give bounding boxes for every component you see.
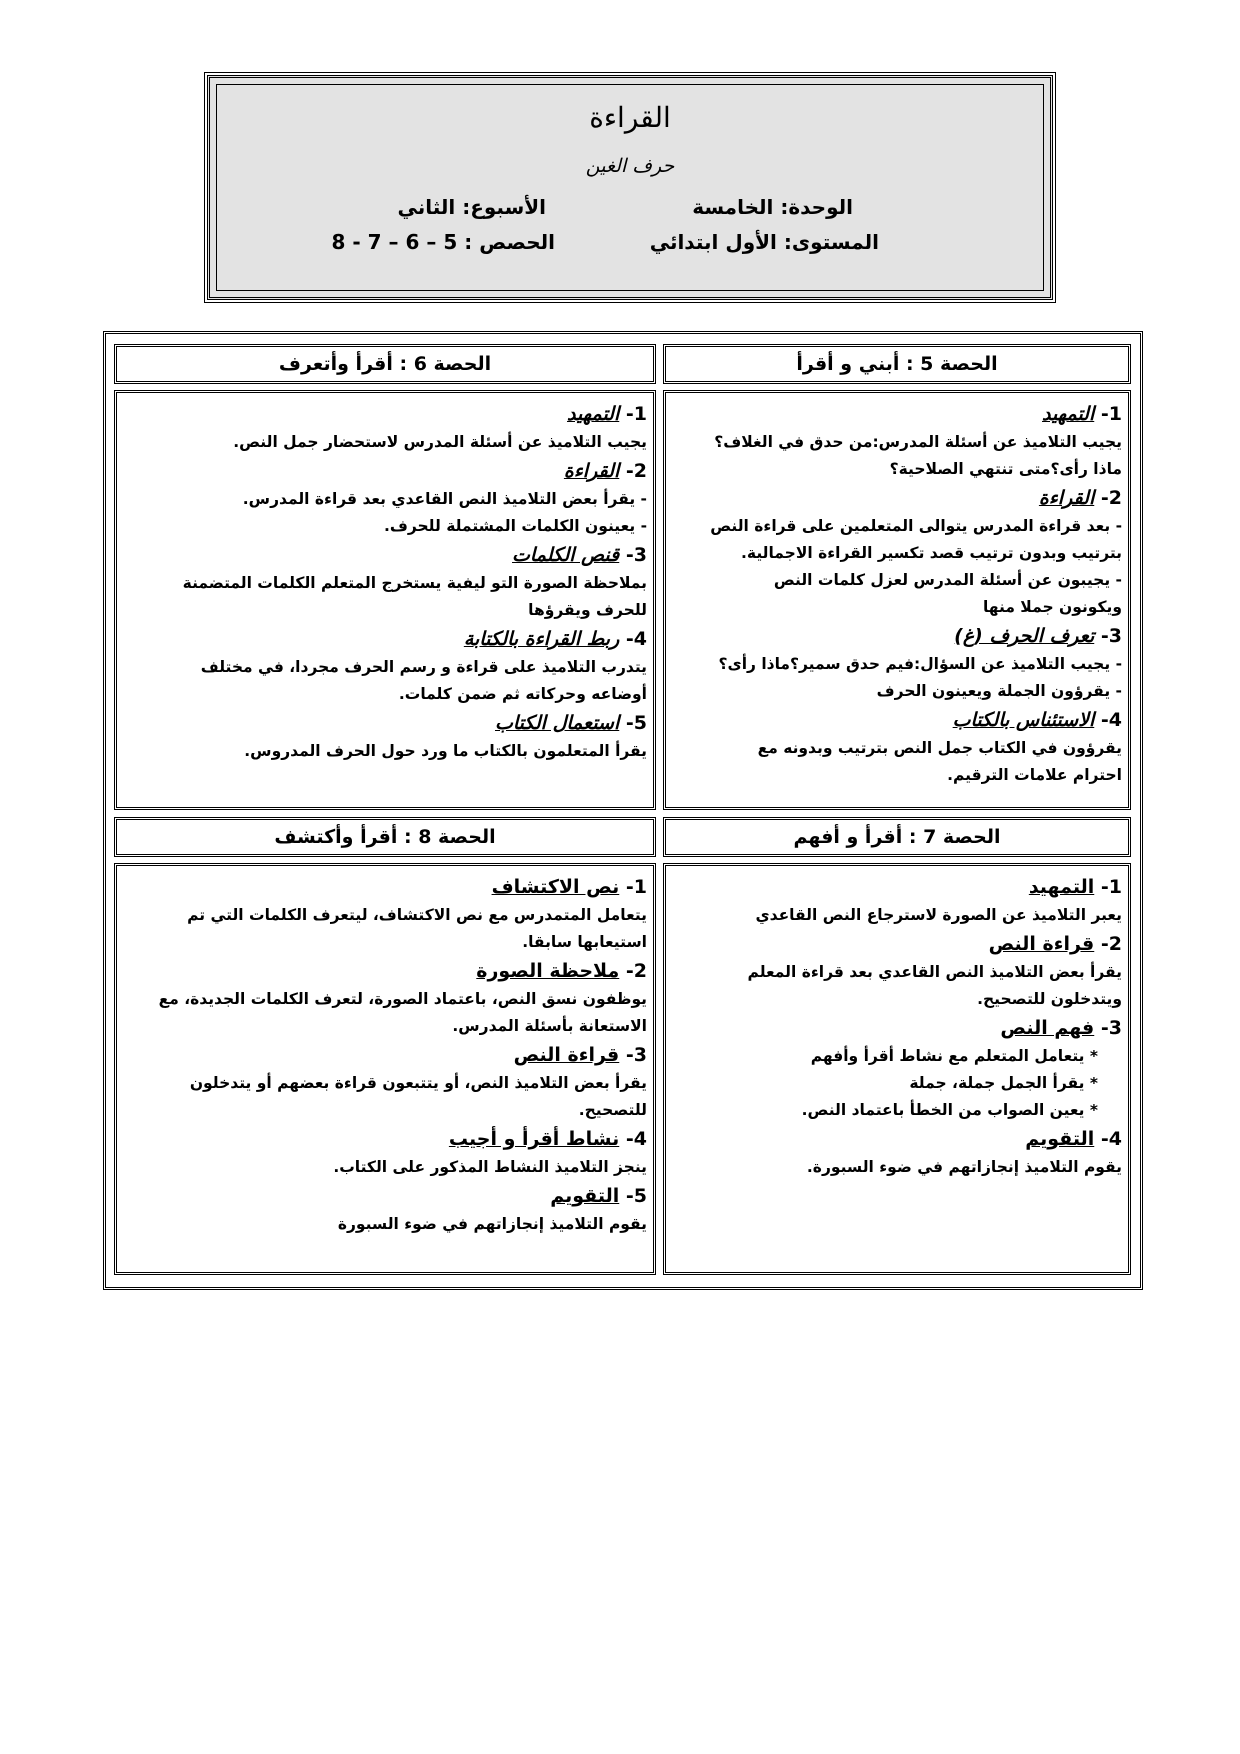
session-7-title: الحصة 7 : أقرأ و أفهم	[793, 826, 1001, 848]
s5-line: - يجيبون عن أسئلة المدرس لعزل كلمات النص	[773, 571, 1122, 589]
s8-line: يقرأ بعض التلاميذ النص، أو يتتبعون قراءة بعضهم أو يتدخلون	[189, 1074, 647, 1092]
s7-line: يقرأ بعض التلاميذ النص القاعدي بعد قراءة المعلم	[747, 963, 1122, 981]
s5-sec4: الاستئناس بالكتاب	[952, 709, 1095, 731]
s8-line: للتصحيح.	[578, 1101, 647, 1119]
s5-line: يقرؤون في الكتاب جمل النص بترتيب وبدونه مع	[757, 739, 1122, 757]
s7-line: * يقرأ الجمل جملة، جملة	[909, 1074, 1098, 1092]
s5-sec1: التمهيد	[1042, 403, 1095, 425]
s6-sec2: القراءة	[563, 460, 620, 482]
session-8-header	[114, 817, 656, 857]
s8-line: ينجز التلاميذ النشاط المذكور على الكتاب.	[333, 1158, 647, 1176]
s8-sec4: نشاط أقرأ و أجيب	[448, 1128, 620, 1150]
session-7-header	[663, 817, 1131, 857]
session-5-header	[663, 344, 1131, 384]
s7-sec2: قراءة النص	[988, 933, 1095, 955]
page-subtitle: حرف الغين	[585, 155, 675, 177]
s8-sec1: نص الاكتشاف	[491, 876, 620, 898]
s6-sec4: ربط القراءة بالكتابة	[463, 628, 620, 650]
page-title: القراءة	[589, 101, 671, 134]
s6-sec3: قنص الكلمات	[512, 544, 620, 566]
s5-line: - يقرؤون الجملة ويعينون الحرف	[876, 682, 1122, 700]
s7-line: يقوم التلاميذ إنجازاتهم في ضوء السبورة.	[806, 1158, 1122, 1176]
s6-line: يقرأ المتعلمون بالكتاب ما ورد حول الحرف المدروس.	[244, 742, 647, 760]
session-8-body: 1- نص الاكتشاف يتعامل المتمدرس مع نص الاكتشاف، ليتعرف الكلمات التي تم استيعابها سابقا. 2- ملاحظة الصورة يوظفون نسق النص، باعتماد الصورة، لتعرف الكلمات الجديدة، مع الاستعانة بأسئلة المدرس. 3- قراءة النص يقرأ بعض التلاميذ النص، أو يتتبعون قراءة بعضهم أو يتدخلون للتصحيح. 4- نشاط أقرأ و أجيب ينجز التلاميذ النشاط المذكور على الكتاب. 5- التقويم يقوم التلاميذ إنجازاتهم في ضوء السبورة	[114, 863, 656, 1275]
s8-sec2: ملاحظة الصورة	[476, 960, 620, 982]
sessions-table	[103, 331, 1143, 1290]
s8-line: يقوم التلاميذ إنجازاتهم في ضوء السبورة	[337, 1215, 647, 1233]
week-label: الأسبوع: الثاني	[397, 195, 546, 219]
s6-line: - يقرأ بعض التلاميذ النص القاعدي بعد قراءة المدرس.	[242, 490, 647, 508]
unit-label: الوحدة: الخامسة	[692, 195, 853, 219]
s7-line: * يتعامل المتعلم مع نشاط أقرأ وأفهم	[810, 1047, 1098, 1065]
s7-line: * يعين الصواب من الخطأ باعتماد النص.	[801, 1101, 1098, 1119]
s8-line: استيعابها سابقا.	[522, 933, 647, 951]
s5-line: ويكونون جملا منها	[982, 598, 1122, 616]
s5-sec3: تعرف الحرف (غ)	[954, 625, 1095, 647]
session-6-title: الحصة 6 : أقرأ وأتعرف	[278, 353, 492, 375]
s6-line: - يعينون الكلمات المشتملة للحرف.	[383, 517, 647, 535]
s6-line: أوضاعه وحركاته ثم ضمن كلمات.	[398, 685, 647, 703]
s7-sec4: التقويم	[1025, 1128, 1095, 1150]
session-8-title: الحصة 8 : أقرأ وأكتشف	[274, 826, 496, 848]
s7-line: ويتدخلون للتصحيح.	[977, 990, 1122, 1008]
s7-sec3: فهم النص	[1000, 1017, 1095, 1039]
s8-sec5: التقويم	[550, 1185, 620, 1207]
s8-line: الاستعانة بأسئلة المدرس.	[452, 1017, 647, 1035]
s7-line: يعبر التلاميذ عن الصورة لاسترجاع النص القاعدي	[755, 906, 1122, 924]
s5-line: - يجيب التلاميذ عن السؤال:فيم حدق سمير؟ماذا رأى؟	[718, 655, 1122, 673]
s8-line: يتعامل المتمدرس مع نص الاكتشاف، ليتعرف الكلمات التي تم	[187, 906, 647, 924]
s5-line: يجيب التلاميذ عن أسئلة المدرس:من حدق في الغلاف؟	[714, 433, 1122, 451]
s6-sec5: استعمال الكتاب	[494, 712, 620, 734]
s6-sec1: التمهيد	[567, 403, 620, 425]
session-6-header	[114, 344, 656, 384]
session-5-title: الحصة 5 : أبني و أقرأ	[796, 353, 998, 375]
s8-line: يوظفون نسق النص، باعتماد الصورة، لتعرف الكلمات الجديدة، مع	[158, 990, 647, 1008]
session-6-body: 1- التمهيد يجيب التلاميذ عن أسئلة المدرس لاستحضار جمل النص. 2- القراءة - يقرأ بعض التلاميذ النص القاعدي بعد قراءة المدرس. - يعينون الكلمات المشتملة للحرف. 3- قنص الكلمات بملاحظة الصورة التو ليفية يستخرج المتعلم الكلمات المتضمنة للحرف ويقرؤها 4- ربط القراءة بالكتابة يتدرب التلاميذ على قراءة و رسم الحرف مجردا، في مختلف أوضاعه وحركاته ثم ضمن كلمات. 5- استعمال الكتاب يقرأ المتعلمون بالكتاب ما ورد حول الحرف المدروس.	[114, 390, 656, 810]
level-label: المستوى: الأول ابتدائي	[649, 230, 879, 254]
sessions-label: الحصص : 5 – 6 – 7 - 8	[331, 230, 555, 254]
s5-line: احترام علامات الترقيم.	[947, 766, 1122, 784]
session-7-body: 1- التمهيد يعبر التلاميذ عن الصورة لاسترجاع النص القاعدي 2- قراءة النص يقرأ بعض التلاميذ النص القاعدي بعد قراءة المعلم ويتدخلون للتصحيح. 3- فهم النص * يتعامل المتعلم مع نشاط أقرأ وأفهم * يقرأ الجمل جملة، جملة * يعين الصواب من الخطأ باعتماد النص. 4- التقويم يقوم التلاميذ إنجازاتهم في ضوء السبورة.	[663, 863, 1131, 1275]
s6-line: يجيب التلاميذ عن أسئلة المدرس لاستحضار جمل النص.	[233, 433, 647, 451]
s5-line: ماذا رأى؟متى تنتهي الصلاحية؟	[889, 460, 1122, 478]
s7-sec1: التمهيد	[1028, 876, 1095, 898]
s5-line: - بعد قراءة المدرس يتوالى المتعلمين على قراءة النص	[710, 517, 1122, 535]
s6-line: للحرف ويقرؤها	[528, 601, 647, 619]
s8-sec3: قراءة النص	[513, 1044, 620, 1066]
header-inner	[216, 84, 1044, 291]
s5-sec2: القراءة	[1038, 487, 1095, 509]
header-box	[207, 75, 1053, 300]
s6-line: يتدرب التلاميذ على قراءة و رسم الحرف مجردا، في مختلف	[200, 658, 647, 676]
s6-line: بملاحظة الصورة التو ليفية يستخرج المتعلم الكلمات المتضمنة	[182, 574, 647, 592]
s5-line: بترتيب وبدون ترتيب قصد تكسير القراءة الاجمالية.	[741, 544, 1122, 562]
session-5-body: 1- التمهيد يجيب التلاميذ عن أسئلة المدرس:من حدق في الغلاف؟ ماذا رأى؟متى تنتهي الصلاحية؟ 2- القراءة - بعد قراءة المدرس يتوالى المتعلمين على قراءة النص بترتيب وبدون ترتيب قصد تكسير القراءة الاجمالية. - يجيبون عن أسئلة المدرس لعزل كلمات النص ويكونون جملا منها 3- تعرف الحرف (غ) - يجيب التلاميذ عن السؤال:فيم حدق سمير؟ماذا رأى؟ - يقرؤون الجملة ويعينون الحرف 4- الاستئناس بالكتاب يقرؤون في الكتاب جمل النص بترتيب وبدونه مع احترام علامات الترقيم.	[663, 390, 1131, 810]
